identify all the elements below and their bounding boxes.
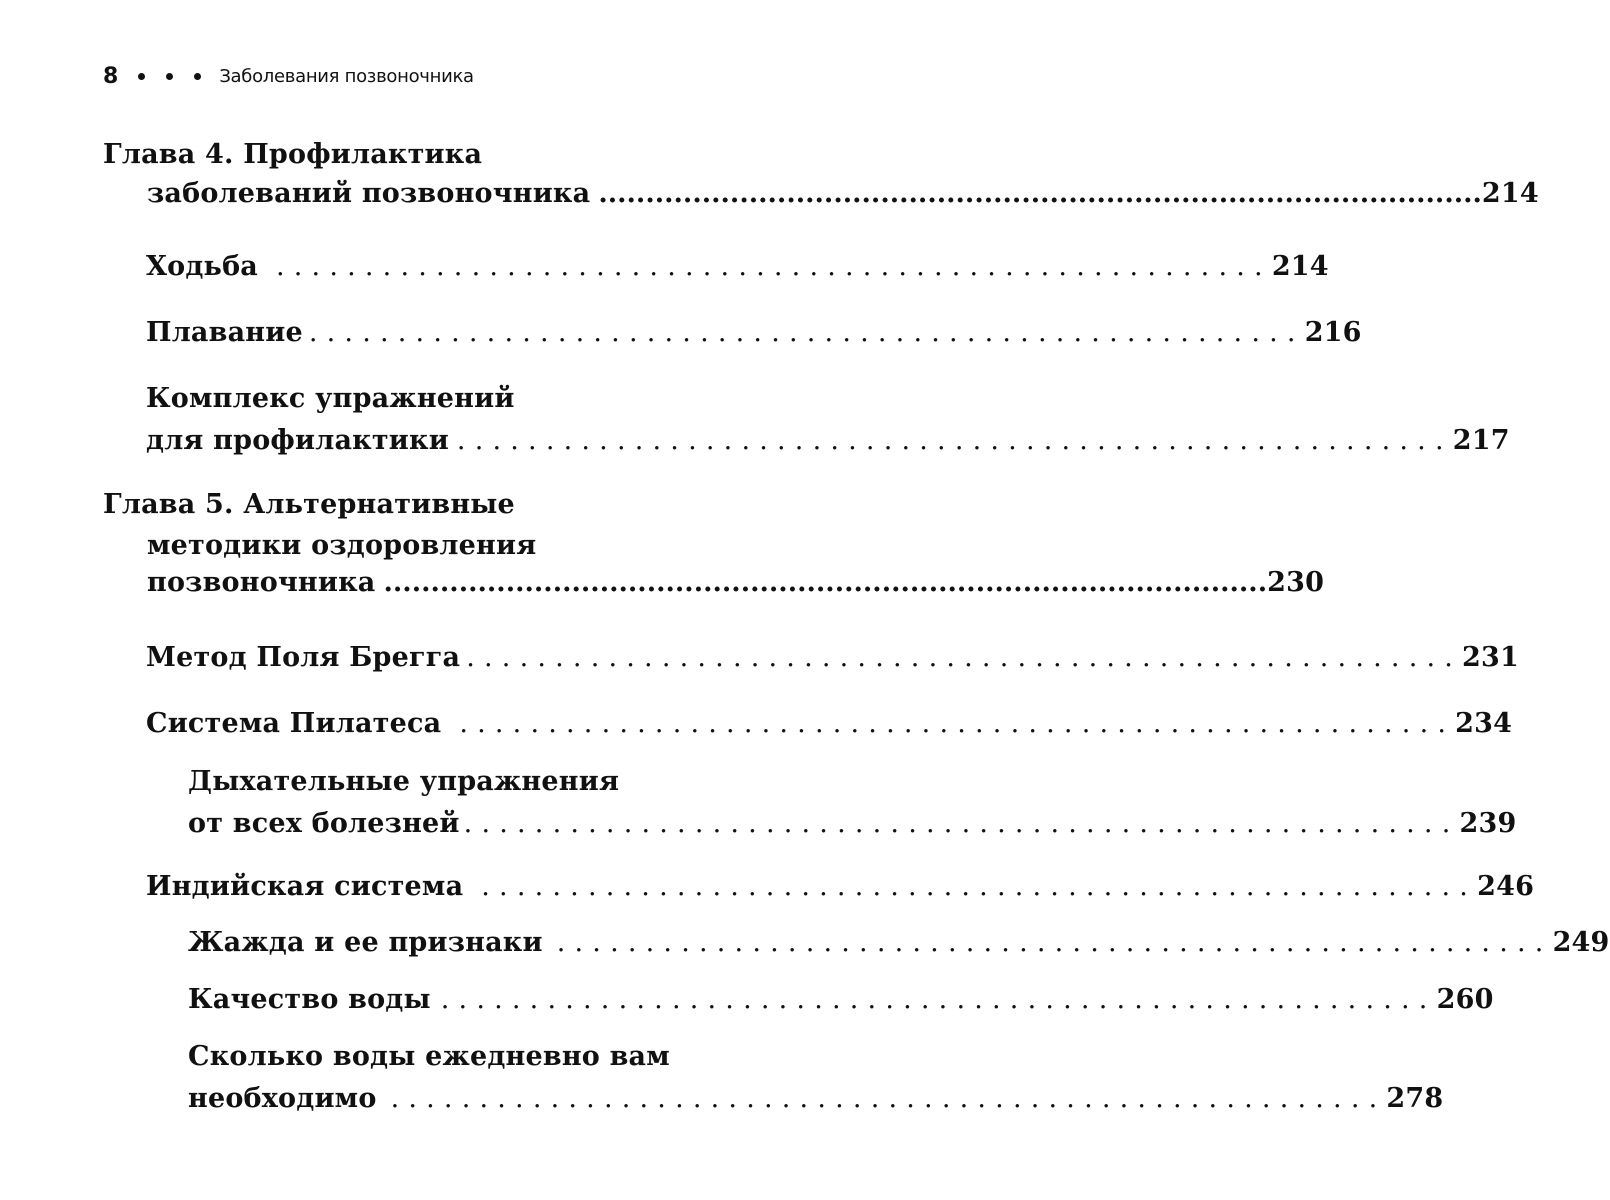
section-line <box>146 868 1535 905</box>
dot-leader: .............................................................................................. <box>383 567 1268 598</box>
toc-page-number: 260 <box>1436 984 1494 1015</box>
toc-section[interactable] <box>146 705 1513 742</box>
toc-page-number: 230 <box>1267 567 1325 598</box>
toc-section[interactable] <box>146 639 1520 676</box>
dot-leader: .............................................................................................. <box>598 178 1482 209</box>
toc-page-number: 216 <box>1304 317 1362 348</box>
dot-leader: ........................................................ <box>308 317 1305 348</box>
dot-leader: ........................................................ <box>275 251 1272 282</box>
running-header-title: Заболевания позвоночника <box>219 65 474 87</box>
header-ornament <box>138 73 201 80</box>
dot-leader: ........................................................ <box>456 425 1453 456</box>
toc-page-number: 234 <box>1455 708 1513 739</box>
section-title: Комплекс упражнений <box>146 383 515 414</box>
toc-page-number: 214 <box>1481 178 1539 209</box>
dot-leader: ........................................................ <box>463 808 1460 839</box>
chapter-title-line: позвоночника <box>147 567 376 598</box>
section-title: Качество воды <box>188 984 431 1015</box>
toc-subsection[interactable] <box>188 763 1517 842</box>
toc-page-number: 239 <box>1459 808 1517 839</box>
section-title: для профилактики <box>146 425 449 456</box>
section-line <box>188 924 1610 961</box>
toc-subsection[interactable] <box>188 981 1494 1018</box>
bullet-icon <box>166 73 173 80</box>
section-title: Дыхательные упражнения <box>188 766 620 797</box>
section-title: от всех болезней <box>188 808 460 839</box>
chapter-title-line: заболеваний позвоночника <box>147 178 591 209</box>
section-line <box>146 705 1513 742</box>
section-title: Жажда и ее признаки <box>188 927 543 958</box>
toc-page-number: 214 <box>1271 251 1329 282</box>
bullet-icon <box>138 73 145 80</box>
section-title: Сколько воды ежедневно вам <box>188 1041 670 1072</box>
chapter-title-line: Глава 5. Альтернативные <box>103 489 515 520</box>
toc-subsection[interactable] <box>188 1038 1444 1117</box>
dot-leader: ........................................................ <box>556 927 1553 958</box>
toc-page-number: 217 <box>1452 425 1510 456</box>
chapter-title-line: Глава 4. Профилактика <box>103 139 483 170</box>
toc-section[interactable] <box>146 380 1510 459</box>
section-title: Ходьба <box>146 251 258 282</box>
toc-page-number: 231 <box>1462 642 1520 673</box>
toc-section[interactable] <box>146 868 1535 905</box>
section-line <box>146 314 1362 351</box>
toc-page-number: 246 <box>1477 871 1535 902</box>
toc-subsection[interactable] <box>188 924 1610 961</box>
toc-chapter-4[interactable] <box>103 136 1539 212</box>
section-line <box>188 1080 1444 1117</box>
toc-page-number: 249 <box>1552 927 1610 958</box>
dot-leader: ........................................................ <box>440 984 1437 1015</box>
section-line <box>188 805 1517 842</box>
running-header <box>103 60 474 92</box>
page-number: 8 <box>103 63 119 89</box>
toc-section[interactable] <box>146 314 1362 351</box>
toc-section[interactable] <box>146 248 1329 285</box>
dot-leader: ........................................................ <box>481 871 1478 902</box>
section-title: необходимо <box>188 1083 377 1114</box>
section-title: Индийская система <box>146 871 464 902</box>
section-title: Плавание <box>146 317 303 348</box>
dot-leader: ........................................................ <box>459 708 1456 739</box>
section-line <box>188 981 1494 1018</box>
toc-chapter-5[interactable] <box>103 486 1325 601</box>
bullet-icon <box>194 73 201 80</box>
chapter-title-line-with-page <box>147 564 1325 601</box>
dot-leader: ........................................................ <box>466 642 1463 673</box>
section-line <box>146 248 1329 285</box>
section-line <box>146 422 1510 459</box>
section-line <box>146 639 1520 676</box>
toc-page-number: 278 <box>1386 1083 1444 1114</box>
section-title: Метод Поля Брегга <box>146 642 461 673</box>
chapter-title-line: методики оздоровления <box>147 530 537 561</box>
section-title: Система Пилатеса <box>146 708 442 739</box>
chapter-title-line-with-page <box>147 175 1539 212</box>
dot-leader: ........................................................ <box>390 1083 1387 1114</box>
